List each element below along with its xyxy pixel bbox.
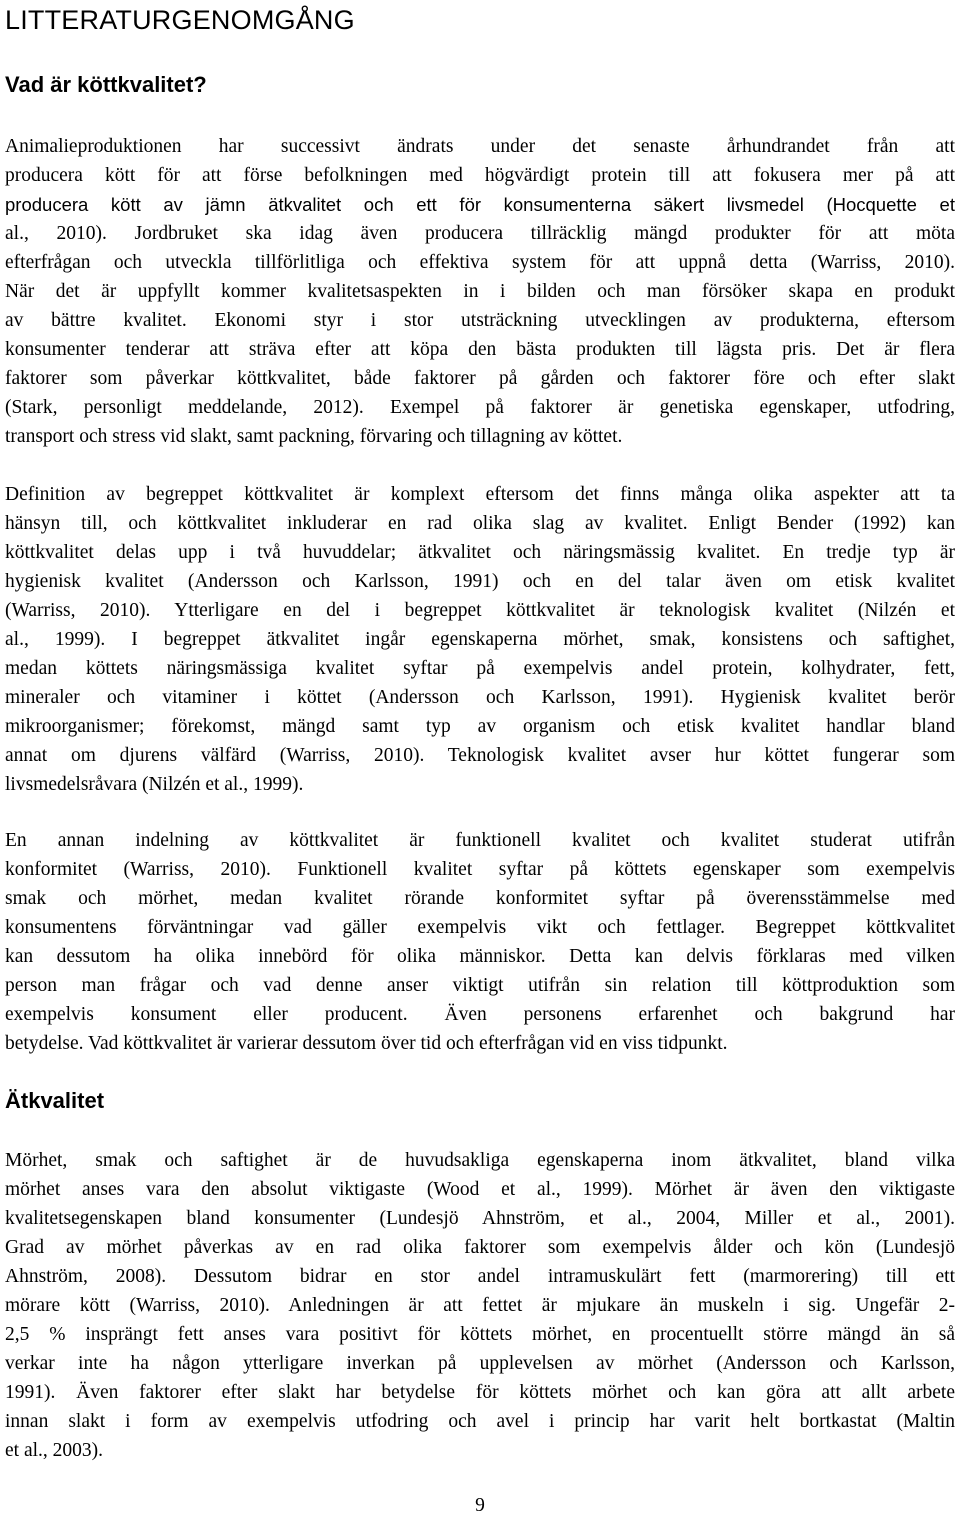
text-line: kan dessutom ha olika innebörd för olika människor. Detta kan delvis förklaras med vilken <box>5 946 955 967</box>
text-line: al., 1999). I begreppet ätkvalitet ingår egenskaperna mörhet, smak, konsistens och saftighet, <box>5 629 955 650</box>
text-line: et al., 2003). <box>5 1440 104 1461</box>
text-line: betydelse. Vad köttkvalitet är varierar dessutom över tid och efterfrågan vid en viss tidpunkt. <box>5 1033 728 1054</box>
text-line: konsumentens förväntningar vad gäller exempelvis vikt och fettlager. Begreppet köttkvalitet <box>5 917 955 938</box>
text-line: av bättre kvalitet. Ekonomi styr i stor utsträckning utvecklingen av produkterna, eftersom <box>5 310 955 331</box>
page-number: 9 <box>475 1495 485 1516</box>
section-heading-meat-quality: Vad är köttkvalitet? <box>5 72 207 97</box>
text-line: köttkvalitet delas upp i två huvuddelar; ätkvalitet och näringsmässig kvalitet. En tredje typ är <box>5 542 955 563</box>
text-line: transport och stress vid slakt, samt packning, förvaring och tillagning av köttet. <box>5 426 623 447</box>
text-line: kvalitetsegenskapen bland konsumenter (Lundesjö Ahnström, et al., 2004, Miller et al., 2001). <box>5 1208 955 1229</box>
text-line: mörare kött (Warriss, 2010). Anledningen är att fettet är mjukare än muskeln i sig. Ungefär 2- <box>5 1295 955 1316</box>
text-line: konformitet (Warriss, 2010). Funktionell kvalitet syftar på köttets egenskaper som exempelvis <box>5 859 955 880</box>
text-line: faktorer som påverkar köttkvalitet, både faktorer på gården och faktorer före och efter slakt <box>5 368 955 389</box>
text-line: Animalieproduktionen har successivt ändrats under det senaste århundrandet från att <box>5 136 955 157</box>
chapter-title: LITTERATURGENOMGÅNG <box>5 5 355 35</box>
text-line: innan slakt i form av exempelvis utfodring och avel i princip har varit helt bortkastat (Maltin <box>5 1411 955 1432</box>
text-line: producera kött för att förse befolkningen med högvärdigt protein till att fokusera mer på att <box>5 165 955 186</box>
text-line: al., 2010). Jordbruket ska idag även producera tillräcklig mängd produkter för att möta <box>5 223 955 244</box>
section-heading-eating-quality: Ätkvalitet <box>5 1088 105 1113</box>
text-line: När det är uppfyllt kommer kvalitetsaspekten in i bilden och man försöker skapa en produkt <box>5 281 955 302</box>
text-line: 2,5 % insprängt fett anses vara positivt för köttets mörhet, en procentuellt större mängd än så <box>5 1324 955 1345</box>
text-line: producera kött av jämn ätkvalitet och ett för konsumenterna säkert livsmedel (Hocquette et <box>5 194 955 215</box>
text-line: mikroorganismer; förekomst, mängd samt typ av organism och etisk kvalitet handlar bland <box>5 716 955 737</box>
text-line: verkar inte ha någon ytterligare inverkan på upplevelsen av mörhet (Andersson och Karlsson, <box>5 1353 955 1374</box>
paragraph-1 <box>5 132 955 451</box>
text-line: medan köttets näringsmässiga kvalitet syftar på exempelvis andel protein, kolhydrater, fett, <box>5 658 955 679</box>
text-line: (Stark, personligt meddelande, 2012). Exempel på faktorer är genetiska egenskaper, utfodring, <box>5 397 955 418</box>
text-line: smak och mörhet, medan kvalitet rörande konformitet syftar på överensstämmelse med <box>5 888 955 909</box>
text-line: Definition av begreppet köttkvalitet är komplext eftersom det finns många olika aspekter att ta <box>5 484 955 505</box>
text-line: hygienisk kvalitet (Andersson och Karlsson, 1991) och en del talar även om etisk kvalitet <box>5 571 955 592</box>
text-line: En annan indelning av köttkvalitet är funktionell kvalitet och kvalitet studerat utifrån <box>5 830 955 851</box>
text-line: mineraler och vitaminer i köttet (Andersson och Karlsson, 1991). Hygienisk kvalitet berör <box>5 687 955 708</box>
paragraph-3 <box>5 826 955 1058</box>
text-line: mörhet anses vara den absolut viktigaste (Wood et al., 1999). Mörhet är även den viktigaste <box>5 1179 955 1200</box>
text-line: konsumenter tenderar att sträva efter att köpa den bästa produkten till lägsta pris. Det är flera <box>5 339 955 360</box>
text-line: efterfrågan och utveckla tillförlitliga och effektiva system för att uppnå detta (Warriss, 2010). <box>5 252 955 273</box>
text-line: Ahnström, 2008). Dessutom bidrar en stor andel intramuskulärt fett (marmorering) till ett <box>5 1266 955 1287</box>
paragraph-4 <box>5 1146 955 1465</box>
text-line: hänsyn till, och köttkvalitet inkluderar en rad olika slag av kvalitet. Enligt Bender (1992) kan <box>5 513 955 534</box>
text-line: 1991). Även faktorer efter slakt har betydelse för köttets mörhet och kan göra att allt arbete <box>5 1382 955 1403</box>
text-line: person man frågar och vad denne anser viktigt utifrån sin relation till köttproduktion som <box>5 975 955 996</box>
text-line: Grad av mörhet påverkas av en rad olika faktorer som exempelvis ålder och kön (Lundesjö <box>5 1237 955 1258</box>
text-line: annat om djurens välfärd (Warriss, 2010). Teknologisk kvalitet avser hur köttet fungerar som <box>5 745 955 766</box>
text-line: (Warriss, 2010). Ytterligare en del i begreppet köttkvalitet är teknologisk kvalitet (Nilzén et <box>5 600 955 621</box>
paragraph-2 <box>5 480 955 799</box>
text-line: exempelvis konsument eller producent. Även personens erfarenhet och bakgrund har <box>5 1004 955 1025</box>
text-line: livsmedelsråvara (Nilzén et al., 1999). <box>5 774 304 795</box>
text-line: Mörhet, smak och saftighet är de huvudsakliga egenskaperna inom ätkvalitet, bland vilka <box>5 1150 955 1171</box>
